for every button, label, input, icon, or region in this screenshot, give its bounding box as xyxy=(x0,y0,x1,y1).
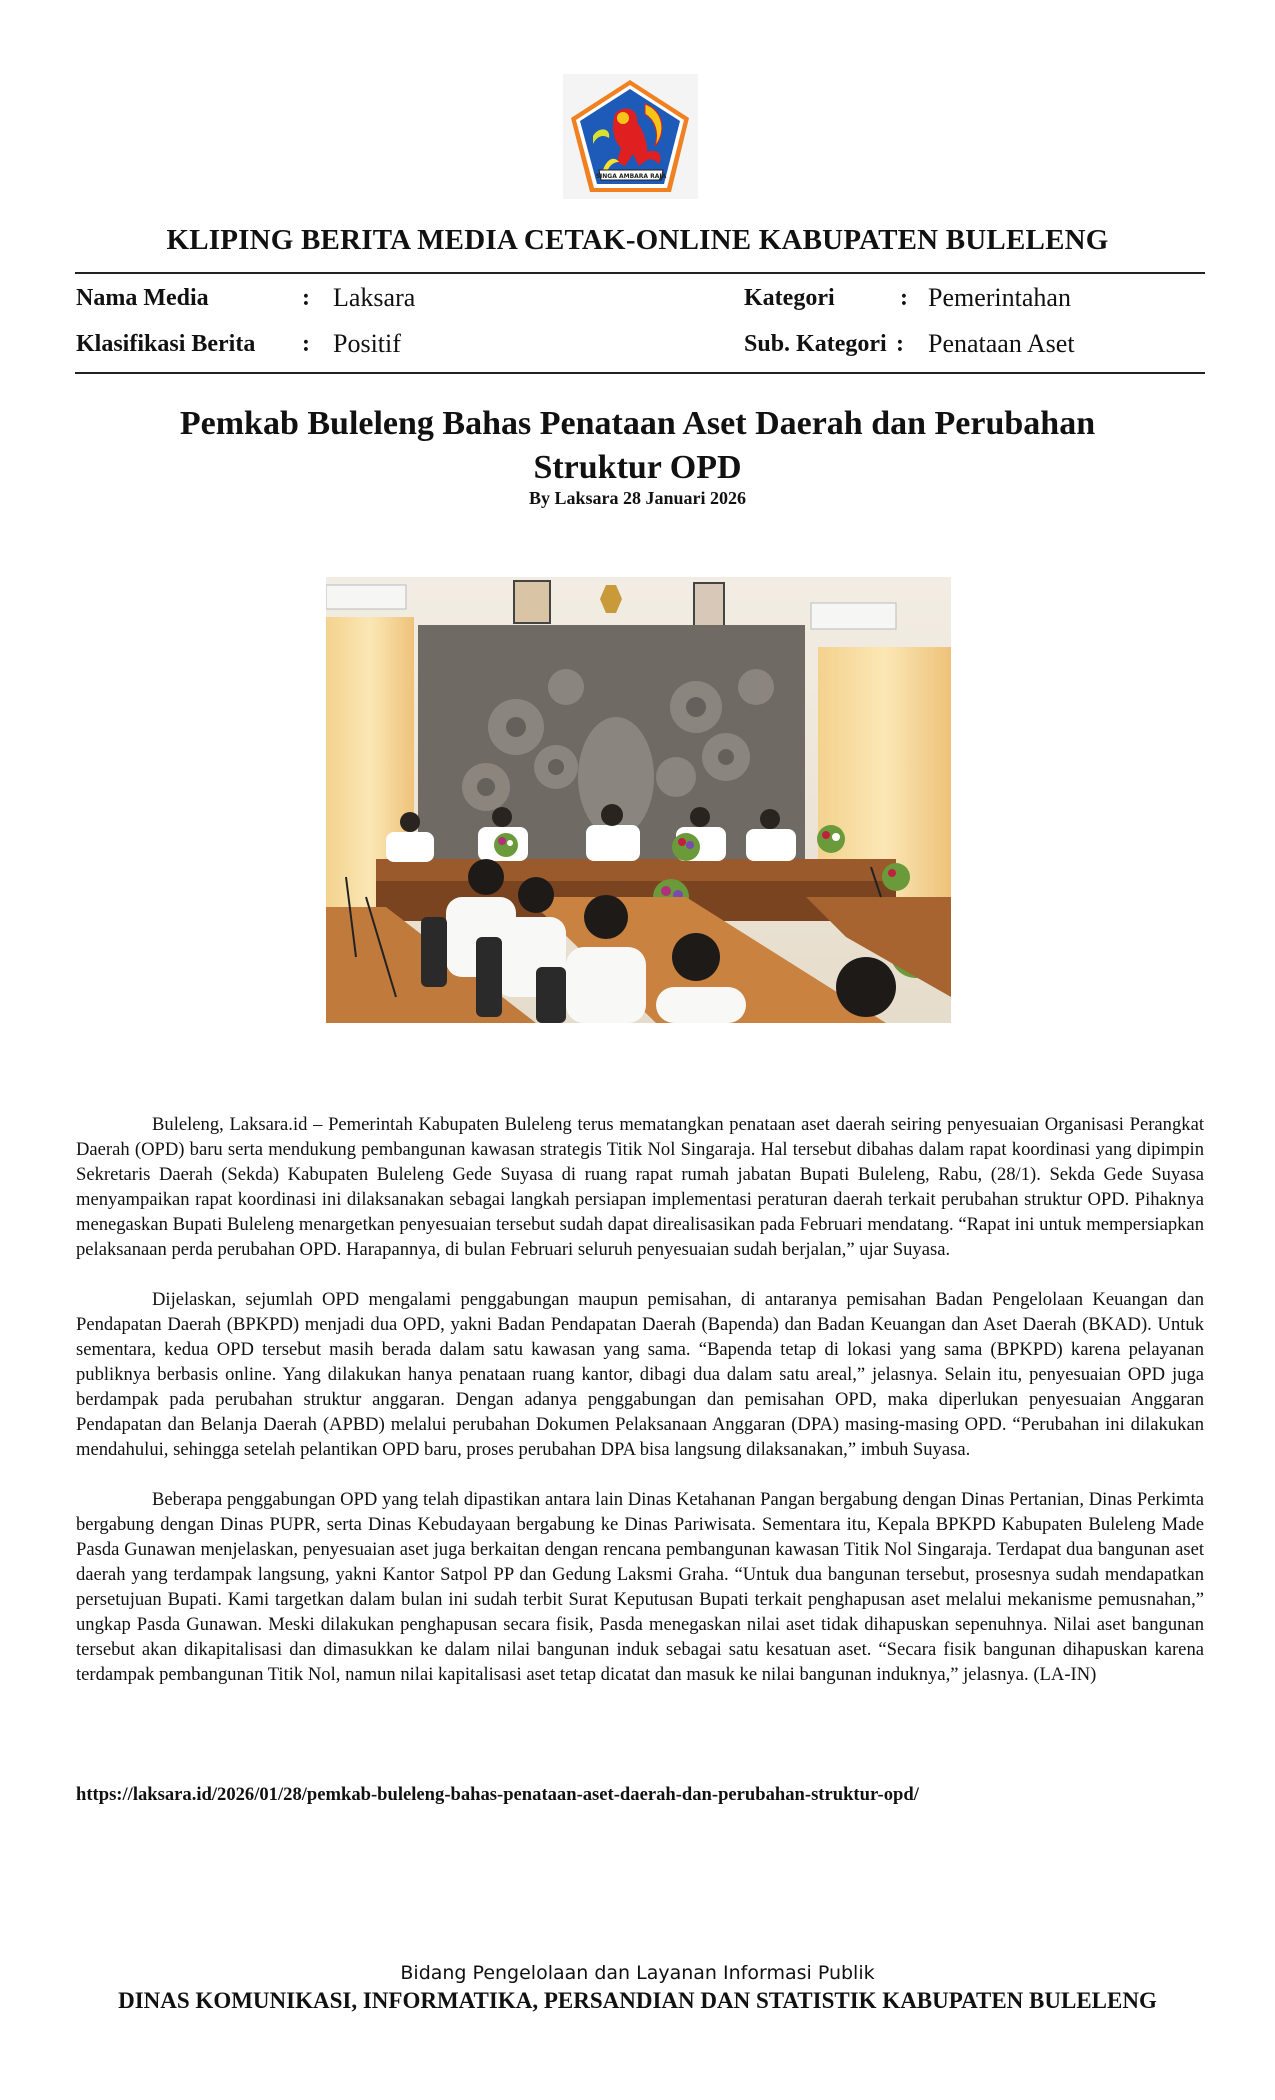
article-byline: By Laksara 28 Januari 2026 xyxy=(528,488,747,508)
svg-text:SINGA AMBARA RAJA: SINGA AMBARA RAJA xyxy=(595,173,667,180)
article-paragraph-1: Buleleng, Laksara.id – Pemerintah Kabupaten Buleleng terus mematangkan penataan aset daerah seiring penyesuaian Organisasi Perangkat Daerah (OPD) baru serta mendukung pembangunan kawasan strategis Titik Nol Singaraja. Hal tersebut dibahas dalam rapat koordinasi yang dipimpin Sekretaris Daerah (Sekda) Kabupaten Buleleng Gede Suyasa di ruang rapat rumah jabatan Bupati Buleleng, Rabu, (28/1). Sekda Gede Suyasa menyampaikan rapat koordinasi ini dilaksanakan sebagai langkah persiapan implementasi peraturan daerah terkait perubahan struktur OPD. Pihaknya menegaskan Bupati Buleleng menargetkan penyesuaian tersebut sudah dapat direalisasikan pada Februari mendatang. “Rapat ini untuk mempersiapkan pelaksanaan perda perubahan OPD. Harapannya, di bulan Februari seluruh penyesuaian sudah berjalan,” ujar Suyasa. xyxy=(76,1114,1204,1260)
article-paragraph-3: Beberapa penggabungan OPD yang telah dipastikan antara lain Dinas Ketahanan Pangan bergabung dengan Dinas Pertanian, Dinas Perkimta bergabung dengan Dinas PUPR, serta Dinas Kebudayaan bergabung ke Dinas Pariwisata. Sementara itu, Kepala BPKPD Kabupaten Buleleng Made Pasda Gunawan menjelaskan, penyesuaian aset juga berkaitan dengan rencana pembangunan kawasan Titik Nol Singaraja. Terdapat dua bangunan aset daerah yang terdampak langsung, yakni Kantor Satpol PP dan Gedung Laksmi Graha. “Untuk dua bangunan tersebut, prosesnya sudah mendapatkan persetujuan Bupati. Kami targetkan dalam bulan ini sudah terbit Surat Keputusan Bupati terkait penghapusan aset melalui mekanisme pemusnahan,” ungkap Pasda Gunawan. Meski dilakukan penghapusan secara fisik, Pasda menegaskan nilai aset tidak dihapuskan sepenuhnya. Nilai aset bangunan tersebut akan dikapitalisasi dan dimasukkan ke dalam nilai bangunan induk sebagai satu kesatuan aset. “Secara fisik bangunan dihapuskan karena terdampak pembangunan Titik Nol, namun nilai kapitalisasi aset tetap dicatat dan masuk ke nilai bangunan induknya,” jelasnya. (LA-IN) xyxy=(76,1489,1204,1685)
article-headline xyxy=(100,402,1175,490)
headline-line-2: Struktur OPD xyxy=(533,449,742,486)
singa-ambara-raja-emblem-icon xyxy=(563,74,698,199)
article-photo xyxy=(326,577,951,1023)
article-body xyxy=(76,1112,1204,1712)
sub-kategori-label: Sub. Kategori xyxy=(744,331,887,357)
footer-agency: DINAS KOMUNIKASI, INFORMATIKA, PERSANDIAN DAN STATISTIK KABUPATEN BULELENG xyxy=(118,1988,1157,2013)
bottom-divider xyxy=(75,372,1205,374)
headline-line-1: Pemkab Buleleng Bahas Penataan Aset Daerah dan Perubahan xyxy=(179,405,1096,442)
kategori-colon: : xyxy=(900,285,908,311)
kategori-value: Pemerintahan xyxy=(928,283,1071,312)
klasifikasi-label: Klasifikasi Berita xyxy=(76,331,256,357)
nama-media-value: Laksara xyxy=(333,283,416,312)
kategori-label: Kategori xyxy=(744,285,835,311)
nama-media-colon: : xyxy=(302,285,310,311)
klasifikasi-value: Positif xyxy=(333,329,401,358)
nama-media-label: Nama Media xyxy=(76,285,209,311)
regency-logo xyxy=(563,74,698,199)
top-divider xyxy=(75,272,1205,274)
article-paragraph-2: Dijelaskan, sejumlah OPD mengalami penggabungan maupun pemisahan, di antaranya pemisahan Badan Pengelolaan Keuangan dan Pendapatan Daerah (BPKPD) menjadi dua OPD, yakni Badan Pendapatan Daerah (Bapenda) dan Badan Keuangan dan Aset Daerah (BKAD). Untuk sementara, kedua OPD tersebut masih berada dalam satu kawasan yang sama. “Bapenda tetap di lokasi yang sama (BPKPD) karena pelayanan publiknya berbasis online. Yang dilakukan hanya penataan ruang kantor, dibagi dua dalam satu areal,” jelasnya. Selain itu, penyesuaian OPD juga berdampak pada perubahan struktur anggaran. Dengan adanya penggabungan dan pemisahan OPD, maka diperlukan penyesuaian Anggaran Pendapatan dan Belanja Daerah (APBD) melalui perubahan Dokumen Pelaksanaan Anggaran (DPA) masing-masing OPD. “Perubahan ini dilakukan mendahului, sehingga setelah pelantikan OPD baru, proses perubahan DPA bisa langsung dilaksanakan,” imbuh Suyasa. xyxy=(76,1289,1204,1460)
footer-department: Bidang Pengelolaan dan Layanan Informasi Publik xyxy=(400,1962,875,1984)
sub-kategori-colon: : xyxy=(896,331,904,357)
meeting-room-photo xyxy=(326,577,951,1023)
document-title: KLIPING BERITA MEDIA CETAK-ONLINE KABUPATEN BULELENG xyxy=(166,224,1109,256)
source-url-link[interactable]: https://laksara.id/2026/01/28/pemkab-buleleng-bahas-penataan-aset-daerah-dan-perubahan-struktur-opd/ xyxy=(76,1784,919,1805)
klasifikasi-colon: : xyxy=(302,331,310,357)
sub-kategori-value: Penataan Aset xyxy=(928,329,1075,358)
